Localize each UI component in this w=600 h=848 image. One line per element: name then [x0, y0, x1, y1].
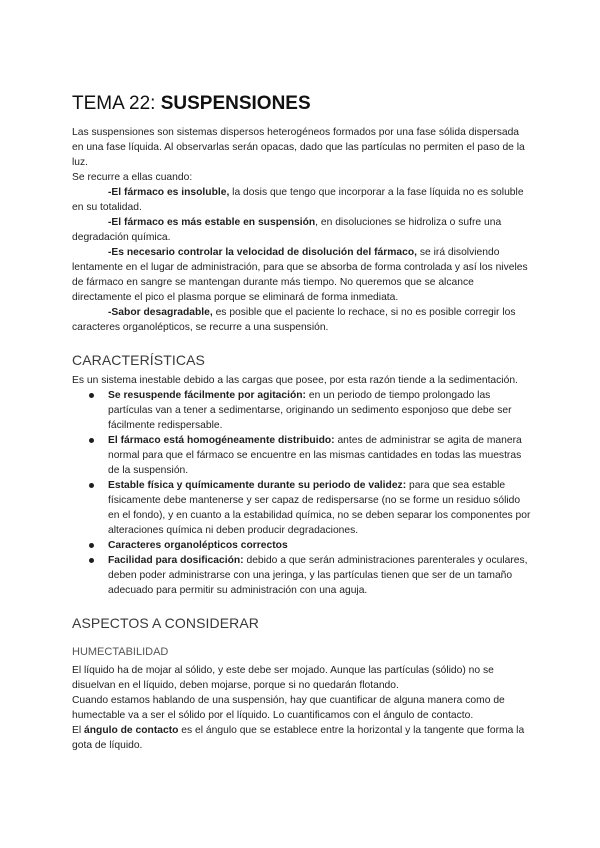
list-item: El fármaco está homogéneamente distribuido: antes de administrar se agita de manera normal para que el fármaco se encuentre en las mismas cantidades en todas las muestras de la suspensión. — [108, 433, 532, 478]
page-title: TEMA 22: SUSPENSIONES — [72, 93, 311, 114]
humectabilidad-paragraph-1: El líquido ha de mojar al sólido, y este debe ser mojado. Aunque las partículas (sólido) no se disuelvan en el líquido, deben mojarse, porque si no quedarán flotando. — [72, 665, 494, 691]
caracteristicas-list — [72, 388, 532, 598]
subsection-heading-humectabilidad: HUMECTABILIDAD — [72, 646, 169, 658]
reason-stability: -El fármaco es más estable en suspensión, en disoluciones se hidroliza o sufre una degradación química. — [72, 217, 502, 243]
intro-paragraph: Las suspensiones son sistemas dispersos heterogéneos formados por una fase sólida dispersada en una fase líquida. Al observarlas serán opacas, dado que las partículas no permiten el paso de la luz. — [72, 127, 525, 168]
list-item: Facilidad para dosificación: debido a que serán administraciones parenterales y oculares, deben poder administrarse con una jeringa, y las partículas tienen que ser de un tamaño adecuado para permitir su administración con una aguja. — [108, 553, 532, 598]
section-heading-caracteristicas: CARACTERÍSTICAS — [72, 352, 205, 368]
document-content — [72, 92, 532, 753]
list-item: Se resuspende fácilmente por agitación: en un periodo de tiempo prolongado las partículas van a tener a sedimentarse, originando un sedimento esponjoso que debe ser fácilmente redispersable. — [108, 388, 532, 433]
humectabilidad-paragraph-3: El ángulo de contacto es el ángulo que se establece entre la horizontal y la tangente que forma la gota de líquido. — [72, 725, 525, 751]
bullet-icon — [89, 393, 94, 398]
section-heading-aspectos: ASPECTOS A CONSIDERAR — [72, 615, 260, 631]
humectabilidad-paragraph-2: Cuando estamos hablando de una suspensión, hay que cuantificar de alguna manera como de humectable va a ser el sólido por el líquido. Lo cuantificamos con el ángulo de contacto. — [72, 695, 505, 721]
caracteristicas-intro: Es un sistema inestable debido a las cargas que posee, por esta razón tiende a la sedimentación. — [72, 375, 518, 386]
bullet-icon — [89, 543, 94, 548]
reason-dissolution-rate: -Es necesario controlar la velocidad de disolución del fármaco, se irá disolviendo lentamente en el lugar de administración, para que se absorba de forma controlada y así los niveles de fármaco en sangre se mantengan durante más tiempo. No queremos que se alcance directamente el pico el plasma porque se eliminará de forma inmediata. — [72, 247, 528, 303]
bullet-icon — [89, 483, 94, 488]
bullet-icon — [89, 558, 94, 563]
reason-insoluble: -El fármaco es insoluble, la dosis que tengo que incorporar a la fase líquida no es soluble en su totalidad. — [72, 187, 524, 213]
intro-lead: Se recurre a ellas cuando: — [72, 172, 193, 183]
bullet-icon — [89, 438, 94, 443]
list-item: Caracteres organolépticos correctos — [108, 538, 532, 553]
list-item: Estable física y químicamente durante su periodo de validez: para que sea estable físicamente debe mantenerse y ser capaz de redispersarse (no se forme un residuo sólido en el fondo), y en cuanto a la estabilidad química, no se deben separar los componentes por alteraciones química ni deben producir degradaciones. — [108, 478, 532, 538]
reason-taste: -Sabor desagradable, es posible que el paciente lo rechace, si no es posible corregir los caracteres organolépticos, se recurre a una suspensión. — [72, 307, 516, 333]
